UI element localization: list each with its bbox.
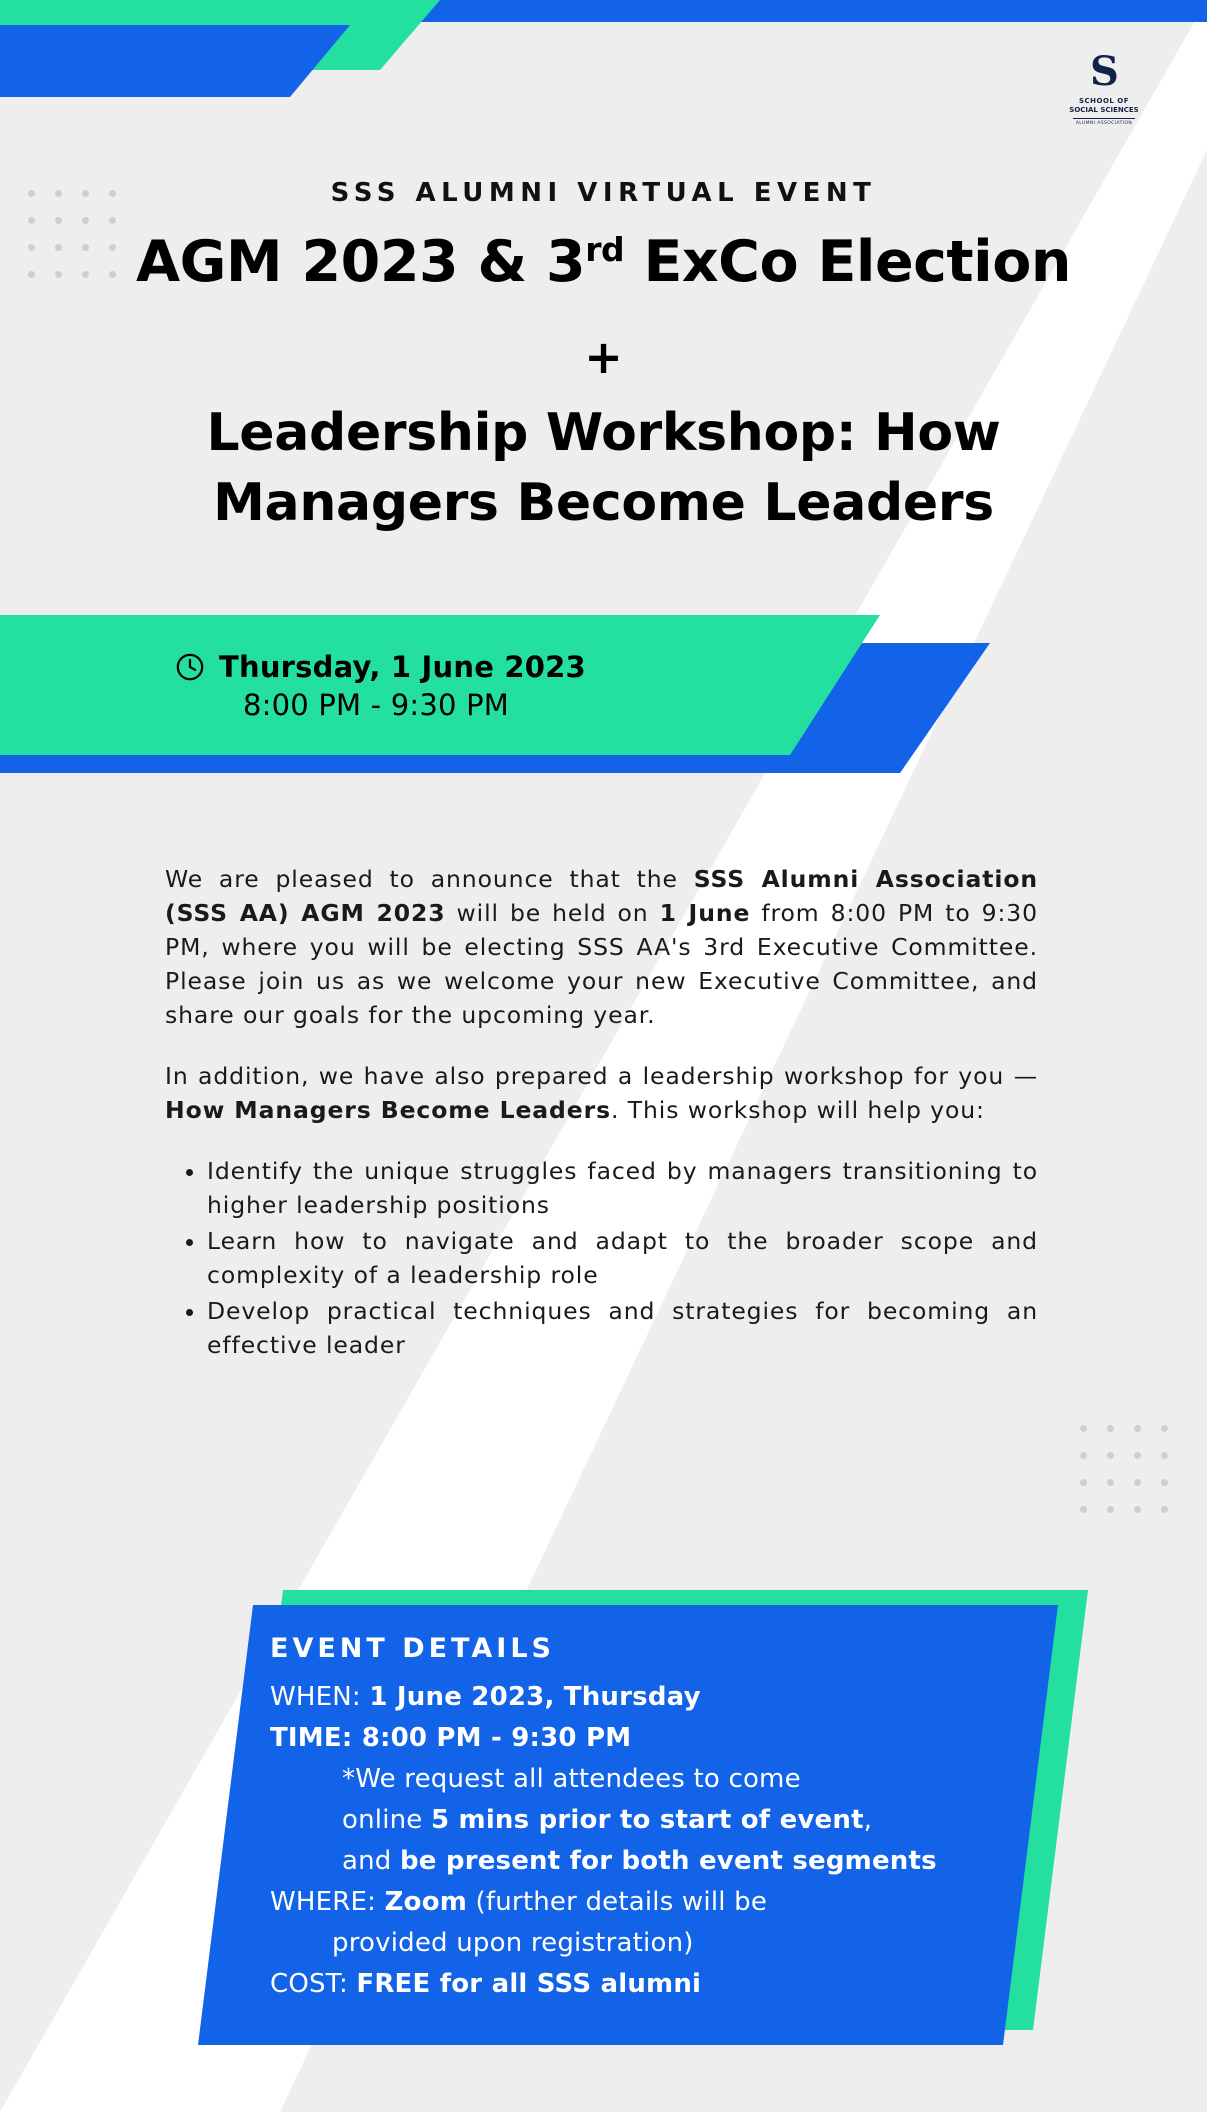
event-title-plus: + (584, 330, 623, 384)
event-date: Thursday, 1 June 2023 (219, 650, 586, 684)
detail-cost-label: COST: (270, 1969, 357, 1999)
logo-line-1: SCHOOL OF (1078, 97, 1130, 105)
list-item: • Identify the unique struggles faced by managers transitioning to higher leadership positions (207, 1154, 1038, 1222)
description-paragraph-1 (165, 862, 1038, 1032)
detail-where-line-2: provided upon registration) (332, 1928, 694, 1958)
detail-note-2-bold: 5 mins prior to start of event (430, 1805, 864, 1835)
event-description (165, 862, 1038, 1364)
p1-bold-2: 1 June (659, 899, 751, 927)
p1-text-3: from 8:00 PM to 9:30 PM, where you will be electing SSS AA's 3rd Executive Committee. Please join us as we welcome your new Executive Committee, and share our goals for the upcoming year. (165, 899, 1038, 1029)
event-title-ordinal-suffix: rd (585, 230, 625, 269)
detail-note-line-3 (270, 1841, 1010, 1882)
p1-text-2: will be held on (445, 899, 660, 927)
detail-time-label: TIME: (270, 1723, 362, 1753)
list-item: • Learn how to navigate and adapt to the broader scope and complexity of a leadership role (207, 1224, 1038, 1292)
date-band-text (175, 650, 586, 722)
detail-cost (270, 1964, 1010, 2005)
event-details-panel (270, 1633, 1010, 2005)
p1-bold-1: SSS Alumni Association (SSS AA) AGM 2023 (165, 865, 1038, 927)
detail-when-value: 1 June 2023, Thursday (369, 1682, 701, 1712)
detail-where-label: WHERE: (270, 1887, 385, 1917)
detail-when-label: WHEN: (270, 1682, 370, 1712)
p2-text-2: . This workshop will help you: (611, 1096, 985, 1124)
detail-note-2-text: online (342, 1805, 431, 1835)
detail-note-line-2 (270, 1800, 1010, 1841)
detail-cost-value: FREE for all SSS alumni (356, 1969, 702, 1999)
event-title-secondary: Leadership Workshop: How Managers Become Leaders (206, 403, 1001, 533)
description-paragraph-2 (165, 1059, 1038, 1127)
logo-divider (1073, 118, 1135, 119)
list-item: • Develop practical techniques and strategies for becoming an effective leader (207, 1294, 1038, 1362)
logo-monogram-icon: S (1090, 48, 1118, 95)
event-time: 8:00 PM - 9:30 PM (243, 688, 510, 722)
detail-note-line-1: *We request all attendees to come (342, 1764, 801, 1794)
top-left-blue-ribbon (0, 25, 350, 97)
organization-logo (1049, 50, 1159, 127)
logo-line-2: SOCIAL SCIENCES (1069, 106, 1139, 114)
detail-when (270, 1677, 1010, 1718)
detail-where (270, 1882, 1010, 1923)
p2-text-1: In addition, we have also prepared a leadership workshop for you — (165, 1062, 1038, 1090)
detail-note-2-tail: , (863, 1805, 873, 1835)
event-kicker: SSS ALUMNI VIRTUAL EVENT (330, 178, 877, 208)
logo-line-3: ALUMNI ASSOCIATION (1075, 121, 1133, 126)
detail-time (270, 1718, 1010, 1759)
workshop-benefits-list (165, 1154, 1038, 1362)
detail-time-value: 8:00 PM - 9:30 PM (361, 1723, 632, 1753)
detail-note-3-bold: be present for both event segments (399, 1846, 937, 1876)
event-details-title: EVENT DETAILS (270, 1633, 555, 1664)
detail-where-note: (further details will be (467, 1887, 768, 1917)
event-title-primary-part2: ExCo Election (624, 229, 1071, 295)
p1-text-1: We are pleased to announce that the (165, 865, 694, 893)
detail-note-3-text: and (342, 1846, 400, 1876)
decorative-dots-right (1080, 1425, 1188, 1533)
detail-where-platform: Zoom (384, 1887, 468, 1917)
p2-bold-1: How Managers Become Leaders (165, 1096, 611, 1124)
event-title-primary-part1: AGM 2023 & 3 (136, 229, 586, 295)
event-title-primary (0, 228, 1207, 296)
clock-icon (175, 652, 205, 682)
